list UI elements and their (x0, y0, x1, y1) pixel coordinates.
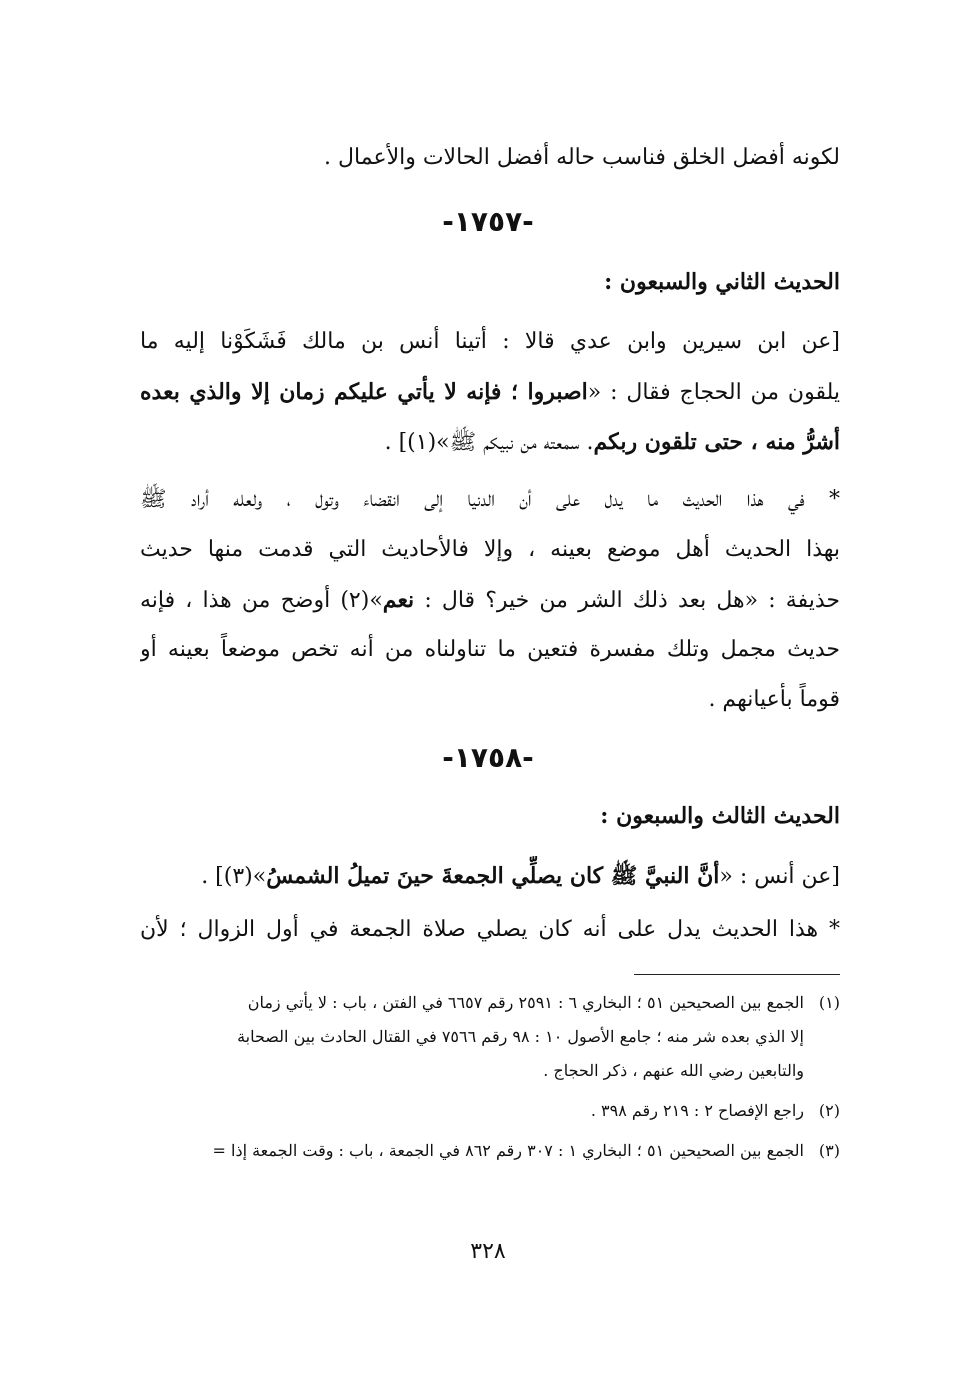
hadith-title-1758: الحديث الثالث والسبعون : (600, 803, 840, 829)
footnote-1-continuation: إلا الذي بعده شر منه ؛ جامع الأصول ١٠ : ٩٨ رقم ٧٥٦٦ في القتال الحادث بين الصحابة (237, 1027, 804, 1046)
footnote-reference: (١)] . (384, 430, 437, 455)
footnote-2 (136, 1096, 840, 1126)
commentary-line: * هذا الحديث يدل على أنه كان يصلي صلاة الجمعة في أول الزوال ؛ لأن (140, 917, 840, 942)
commentary-line: قوماً بأعيانهم . (708, 687, 840, 712)
commentary-segment: حذيفة : «هل بعد ذلك الشر من خير؟ قال : (414, 588, 840, 613)
page-number: ٣٢٨ (470, 1239, 506, 1264)
continuation-line: لكونه أفضل الخلق فناسب حاله أفضل الحالات والأعمال . (324, 145, 840, 170)
footnote-number: (٣) (818, 1141, 840, 1160)
footnote-separator (634, 974, 840, 975)
footnote-1 (136, 988, 840, 1018)
hadith-number-1758: -١٧٥٨- (442, 741, 534, 774)
commentary-line (140, 580, 840, 621)
footnote-reference: »(٣)] . (201, 864, 267, 889)
hadith-text-segment: . سمعته من نبيكم ﷺ» (436, 430, 594, 455)
hadith-text-segment: [عن أنس : « (719, 864, 840, 889)
hadith-number-1757: -١٧٥٧- (442, 205, 534, 238)
footnote-number: (١) (818, 993, 840, 1012)
footnote-number: (٢) (818, 1101, 840, 1120)
hadith-text-line (140, 372, 840, 413)
hadith-text-segment: يلقون من الحجاج فقال : « (587, 380, 840, 405)
hadith-text-line (140, 856, 840, 897)
hadith-text-line (140, 422, 840, 463)
footnote-3 (136, 1136, 840, 1166)
hadith-title-1757: الحديث الثاني والسبعون : (604, 269, 840, 295)
footnote-text: راجع الإفصاح ٢ : ٢١٩ رقم ٣٩٨ . (590, 1101, 804, 1120)
hadith-text-line: [عن ابن سيرين وابن عدي قالا : أتينا أنس بن مالك فَشَكَوْنا إليه ما (140, 329, 840, 354)
commentary-line: * في هذا الحديث ما يدل على أن الدنيا إلى انقضاء وتول ، ولعله أراد ﷺ (140, 487, 840, 512)
hadith-quote-bold: أشرُّ منه ، حتى تلقون ربكم (593, 429, 840, 455)
hadith-quote-bold: أنَّ النبيَّ ﷺ كان يصلِّي الجمعةَ حينَ تميلُ الشمسُ (266, 863, 720, 889)
commentary-line: حديث مجمل وتلك مفسرة فتعين ما تناولناه من أنه تخص موضعاً بعينه أو (140, 637, 840, 662)
footnote-1-continuation: والتابعين رضي الله عنهم ، ذكر الحجاج . (543, 1061, 804, 1080)
hadith-quote-bold: اصبروا ؛ فإنه لا يأتي عليكم زمان إلا والذي بعده (140, 379, 588, 405)
commentary-bold: نعم (382, 587, 415, 613)
footnote-text: الجمع بين الصحيحين ٥١ ؛ البخاري ٦ : ٢٥٩١ رقم ٦٦٥٧ في الفتن ، باب : لا يأتي زمان (247, 993, 804, 1012)
footnote-text: الجمع بين الصحيحين ٥١ ؛ البخاري ١ : ٣٠٧ رقم ٨٦٢ في الجمعة ، باب : وقت الجمعة إذا = (212, 1141, 804, 1160)
commentary-segment: »(٢) أوضح من هذا ، فإنه (140, 588, 383, 613)
commentary-line: بهذا الحديث أهل موضع بعينه ، وإلا فالأحاديث التي قدمت منها حديث (140, 537, 840, 562)
